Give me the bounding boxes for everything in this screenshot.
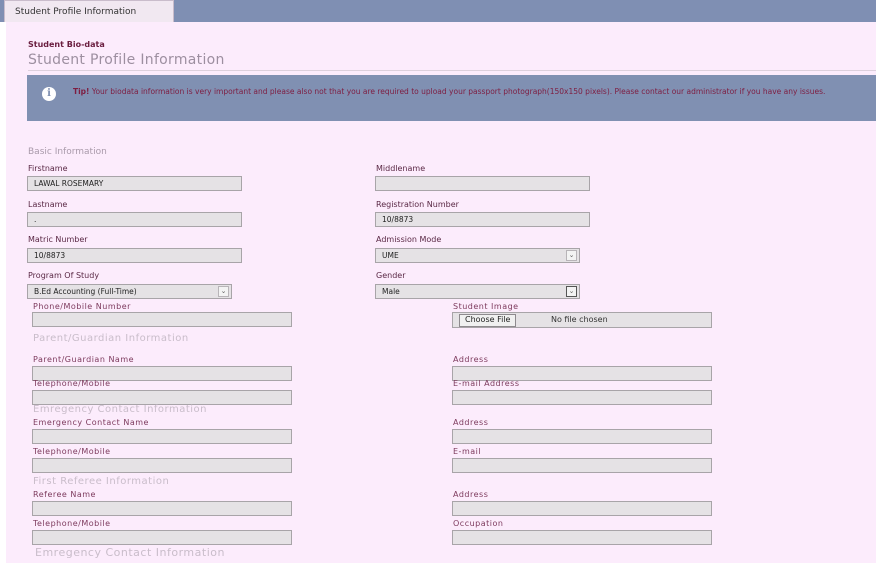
parent-name-label: Parent/Guardian Name [33, 355, 135, 364]
parent-guardian-heading: Parent/Guardian Information [33, 333, 189, 344]
lastname-field[interactable]: . [27, 212, 242, 227]
tab-bar [0, 0, 876, 22]
middlename-label: Middlename [376, 164, 426, 173]
emergency-email-label: E-mail [453, 447, 482, 456]
admission-label: Admission Mode [376, 235, 442, 244]
referee-occupation-field[interactable] [452, 530, 712, 545]
emergency-email-field[interactable] [452, 458, 712, 473]
tip-body: Your biodata information is very important and please also not that you are required to upload your passport photograph(150x150 pixels). Please contact our administrator if you have any issues. [89, 87, 826, 96]
chevron-down-icon[interactable]: ⌄ [566, 286, 577, 297]
emergency-contact-heading-2: Emregency Contact Information [35, 546, 225, 559]
referee-telephone-field[interactable] [32, 530, 292, 545]
matric-label: Matric Number [28, 235, 88, 244]
firstname-field[interactable]: LAWAL ROSEMARY [27, 176, 242, 191]
first-referee-heading: First Referee Information [33, 476, 170, 487]
referee-address-label: Address [453, 490, 489, 499]
program-select[interactable] [27, 284, 232, 299]
tip-strong: Tip! [73, 87, 90, 96]
parent-telephone-label: Telephone/Mobile [33, 379, 111, 388]
emergency-contact-heading: Emregency Contact Information [33, 404, 208, 415]
registration-field[interactable]: 10/8873 [375, 212, 590, 227]
chevron-down-icon[interactable]: ⌄ [218, 286, 229, 297]
emergency-telephone-field[interactable] [32, 458, 292, 473]
program-label: Program Of Study [28, 271, 100, 280]
tip-message [73, 86, 863, 97]
gender-label: Gender [376, 271, 406, 280]
matric-field[interactable]: 10/8873 [27, 248, 242, 263]
student-image-file-input[interactable] [452, 312, 712, 328]
bio-data-label: Student Bio-data [28, 40, 105, 49]
gender-value: Male [382, 287, 400, 296]
phone-label: Phone/Mobile Number [33, 302, 131, 311]
chevron-down-icon[interactable]: ⌄ [566, 250, 577, 261]
profile-panel [6, 22, 876, 563]
phone-field[interactable] [32, 312, 292, 327]
referee-address-field[interactable] [452, 501, 712, 516]
emergency-address-label: Address [453, 418, 489, 427]
file-status: No file chosen [551, 315, 608, 324]
parent-email-field[interactable] [452, 390, 712, 405]
title-divider [28, 70, 876, 71]
parent-email-label: E-mail Address [453, 379, 520, 388]
emergency-address-field[interactable] [452, 429, 712, 444]
choose-file-button[interactable]: Choose File [459, 314, 516, 327]
middlename-field[interactable] [375, 176, 590, 191]
emergency-name-field[interactable] [32, 429, 292, 444]
emergency-telephone-label: Telephone/Mobile [33, 447, 111, 456]
program-value: B.Ed Accounting (Full-Time) [34, 287, 137, 296]
lastname-label: Lastname [28, 200, 68, 209]
registration-label: Registration Number [376, 200, 459, 209]
gender-select[interactable] [375, 284, 580, 299]
referee-telephone-label: Telephone/Mobile [33, 519, 111, 528]
page-title: Student Profile Information [28, 52, 225, 68]
student-image-label: Student Image [453, 302, 519, 311]
emergency-name-label: Emergency Contact Name [33, 418, 149, 427]
referee-occupation-label: Occupation [453, 519, 504, 528]
admission-select[interactable] [375, 248, 580, 263]
basic-info-heading: Basic Information [28, 147, 107, 157]
admission-value: UME [382, 251, 399, 260]
firstname-label: Firstname [28, 164, 68, 173]
tab-student-profile[interactable]: Student Profile Information [4, 0, 174, 22]
referee-name-label: Referee Name [33, 490, 96, 499]
parent-telephone-field[interactable] [32, 390, 292, 405]
tip-alert [27, 75, 876, 121]
referee-name-field[interactable] [32, 501, 292, 516]
info-icon: i [42, 87, 56, 101]
parent-address-label: Address [453, 355, 489, 364]
